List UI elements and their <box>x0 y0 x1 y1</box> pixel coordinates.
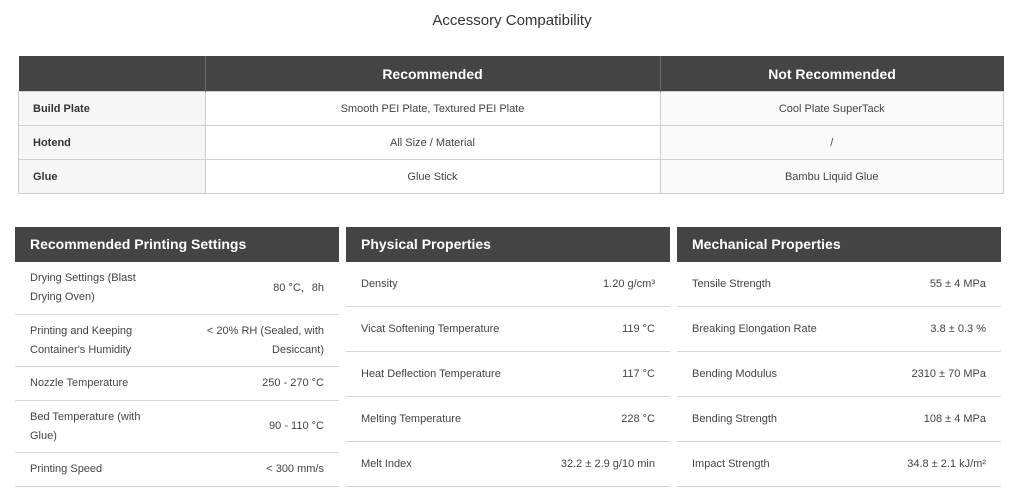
item-label: Bending Strength <box>692 412 778 425</box>
item-label: Breaking Elongation Rate <box>692 322 817 335</box>
item-value: < 20% RH (Sealed, with Desiccant) <box>206 324 324 356</box>
item-label: Drying Settings (Blast Drying Oven) <box>30 272 136 303</box>
item-value: 108 ± 4 MPa <box>923 412 986 425</box>
list-item <box>346 442 670 487</box>
list-item <box>346 352 670 397</box>
table-row <box>19 160 1004 194</box>
item-value: 90 - 110 °C <box>269 420 324 432</box>
printing-settings-panel <box>15 227 339 487</box>
item-value: 250 - 270 °C <box>262 377 324 389</box>
header-not-recommended: Not Recommended <box>660 56 1004 92</box>
item-label: Melting Temperature <box>361 412 462 425</box>
item-value: 55 ± 4 MPa <box>929 277 986 290</box>
list-item <box>15 262 339 315</box>
item-label: Printing and Keeping Container's Humidity <box>30 324 133 356</box>
item-value: 228 °C <box>621 412 655 425</box>
page-title: Accessory Compatibility <box>432 12 592 29</box>
header-recommended: Recommended <box>205 56 660 92</box>
item-label: Bed Temperature (with Glue) <box>30 410 141 442</box>
panel-title: Mechanical Properties <box>677 227 1001 262</box>
not-recommended-cell: Cool Plate SuperTack <box>660 92 1004 126</box>
list-item <box>15 401 339 453</box>
recommended-cell: Glue Stick <box>205 160 660 194</box>
item-label: Nozzle Temperature <box>30 377 129 389</box>
row-label: Hotend <box>19 126 206 160</box>
item-value: 32.2 ± 2.9 g/10 min <box>560 457 655 470</box>
item-label: Melt Index <box>361 457 412 470</box>
item-label: Printing Speed <box>30 463 103 475</box>
physical-properties-panel <box>346 227 670 487</box>
list-item <box>346 307 670 352</box>
list-item <box>677 352 1001 397</box>
list-item <box>15 453 339 487</box>
list-item <box>677 397 1001 442</box>
item-value: < 300 mm/s <box>266 463 324 475</box>
item-label: Density <box>361 277 398 290</box>
list-item <box>677 262 1001 307</box>
item-value: 80 °C，8h <box>273 281 324 294</box>
list-item <box>346 262 670 307</box>
item-value: 2310 ± 70 MPa <box>911 367 986 380</box>
not-recommended-cell: / <box>660 126 1004 160</box>
table-row <box>19 92 1004 126</box>
item-value: 34.8 ± 2.1 kJ/m² <box>907 457 986 470</box>
panel-title: Recommended Printing Settings <box>15 227 339 262</box>
not-recommended-cell: Bambu Liquid Glue <box>660 160 1004 194</box>
item-label: Tensile Strength <box>692 277 771 290</box>
mechanical-properties-panel <box>677 227 1001 487</box>
item-label: Vicat Softening Temperature <box>361 322 500 335</box>
item-label: Heat Deflection Temperature <box>361 367 501 380</box>
header-empty <box>19 56 206 92</box>
item-value: 119 °C <box>622 322 655 335</box>
list-item <box>15 367 339 401</box>
compatibility-table <box>18 56 1004 194</box>
item-label: Impact Strength <box>692 457 770 470</box>
list-item <box>15 315 339 367</box>
list-item <box>677 307 1001 352</box>
item-label: Bending Modulus <box>692 367 778 380</box>
list-item <box>346 397 670 442</box>
item-value: 117 °C <box>622 367 655 380</box>
item-value: 1.20 g/cm³ <box>603 277 655 290</box>
row-label: Build Plate <box>19 92 206 126</box>
list-item <box>677 442 1001 487</box>
recommended-cell: All Size / Material <box>205 126 660 160</box>
row-label: Glue <box>19 160 206 194</box>
table-row <box>19 126 1004 160</box>
panel-title: Physical Properties <box>346 227 670 262</box>
table-header-row <box>19 56 1004 92</box>
recommended-cell: Smooth PEI Plate, Textured PEI Plate <box>205 92 660 126</box>
item-value: 3.8 ± 0.3 % <box>930 322 986 335</box>
